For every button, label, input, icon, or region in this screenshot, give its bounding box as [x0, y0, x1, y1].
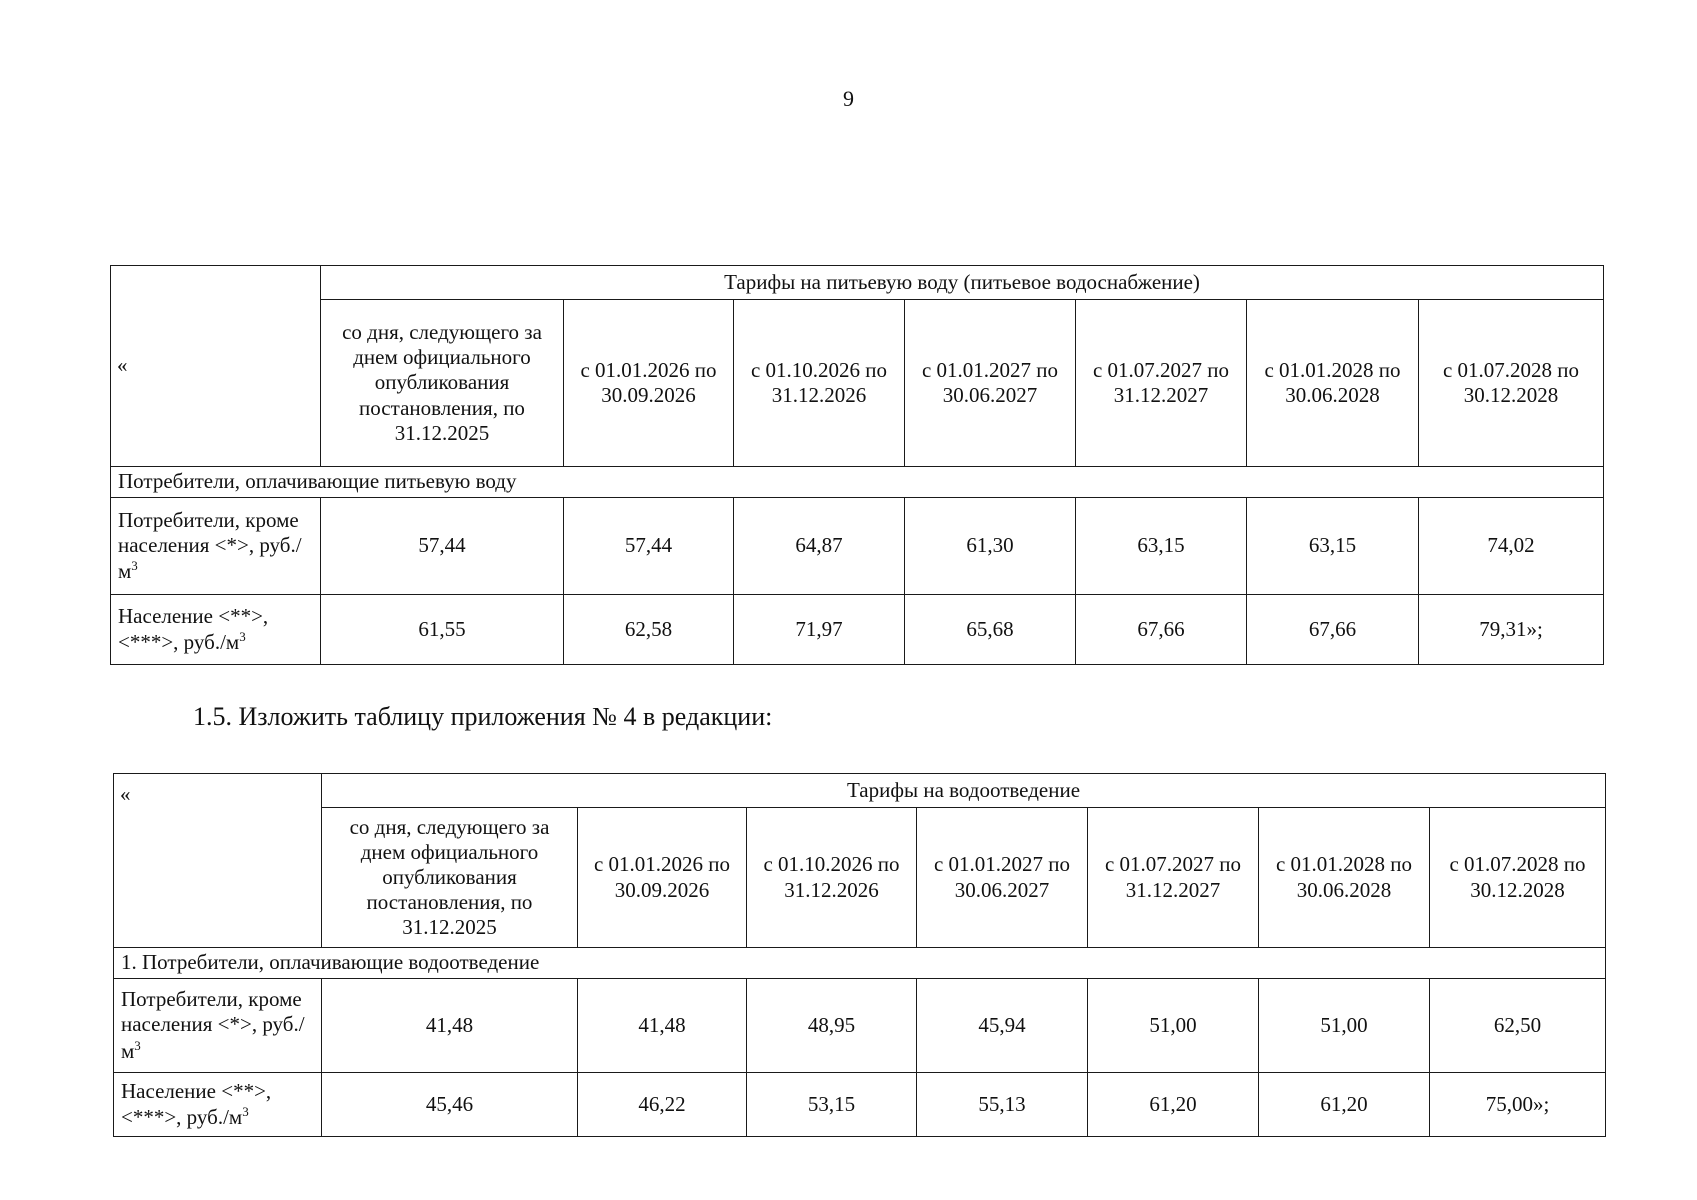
tariff-value: 51,00 — [1088, 979, 1259, 1073]
row-label-text: Потребители, кроме населения <*>, руб./м — [118, 507, 302, 584]
table-row — [114, 1073, 1606, 1137]
opening-quote: « — [114, 774, 322, 948]
tariff-value: 45,94 — [917, 979, 1088, 1073]
tariff-value: 62,50 — [1430, 979, 1606, 1073]
tariff-value: 57,44 — [564, 498, 734, 595]
opening-quote: « — [111, 266, 321, 467]
period-header: с 01.01.2026 по 30.09.2026 — [578, 808, 747, 948]
section-label: Потребители, оплачивающие питьевую воду — [111, 467, 1604, 498]
row-label-text: Потребители, кроме населения <*>, руб./м — [121, 987, 305, 1063]
instruction-text: 1.5. Изложить таблицу приложения № 4 в редакции: — [193, 702, 773, 731]
unit-exponent: 3 — [131, 558, 138, 574]
tariff-value: 62,58 — [564, 595, 734, 665]
row-label — [114, 1073, 322, 1137]
tariff-value: 46,22 — [578, 1073, 747, 1137]
tariff-value: 45,46 — [322, 1073, 578, 1137]
tariff-value: 63,15 — [1076, 498, 1247, 595]
wastewater-tariff-table — [113, 773, 1606, 1137]
drinking-water-tariff-table — [110, 265, 1604, 665]
unit-exponent: 3 — [239, 629, 246, 644]
row-label-text: Население <**>, <***>, руб./м — [121, 1078, 272, 1129]
tariff-value: 51,00 — [1259, 979, 1430, 1073]
tariff-value: 41,48 — [322, 979, 578, 1073]
period-header: с 01.01.2028 по 30.06.2028 — [1259, 808, 1430, 948]
group-header: Тарифы на питьевую воду (питьевое водоснабжение) — [321, 266, 1604, 300]
period-header-row — [114, 808, 1606, 948]
tariff-value: 61,30 — [905, 498, 1076, 595]
row-label — [111, 595, 321, 665]
period-header: с 01.10.2026 по 31.12.2026 — [747, 808, 917, 948]
tariff-value: 57,44 — [321, 498, 564, 595]
period-header: с 01.10.2026 по 31.12.2026 — [734, 300, 905, 467]
period-header: с 01.01.2026 по 30.09.2026 — [564, 300, 734, 467]
tariff-value: 79,31»; — [1419, 595, 1604, 665]
row-label — [111, 498, 321, 595]
table-row — [114, 979, 1606, 1073]
tariff-value: 63,15 — [1247, 498, 1419, 595]
unit-exponent: 3 — [134, 1037, 141, 1053]
page-number: 9 — [843, 86, 854, 111]
group-header-row — [114, 774, 1606, 808]
tariff-value: 61,20 — [1259, 1073, 1430, 1137]
tariff-value: 64,87 — [734, 498, 905, 595]
period-header: с 01.01.2027 по 30.06.2027 — [917, 808, 1088, 948]
tariff-value: 48,95 — [747, 979, 917, 1073]
table-row — [111, 498, 1604, 595]
section-row — [114, 948, 1606, 979]
group-header: Тарифы на водоотведение — [322, 774, 1606, 808]
unit-exponent: 3 — [242, 1104, 249, 1119]
section-row — [111, 467, 1604, 498]
period-header: с 01.07.2028 по 30.12.2028 — [1419, 300, 1604, 467]
period-header: с 01.07.2027 по 31.12.2027 — [1076, 300, 1247, 467]
row-label — [114, 979, 322, 1073]
period-header: с 01.07.2028 по 30.12.2028 — [1430, 808, 1606, 948]
tariff-value: 74,02 — [1419, 498, 1604, 595]
tariff-value: 67,66 — [1076, 595, 1247, 665]
period-header: с 01.07.2027 по 31.12.2027 — [1088, 808, 1259, 948]
tariff-value: 61,55 — [321, 595, 564, 665]
tariff-value: 55,13 — [917, 1073, 1088, 1137]
tariff-value: 67,66 — [1247, 595, 1419, 665]
period-header: со дня, следующего за днем официального опубликования постановления, по 31.12.2025 — [322, 808, 578, 948]
section-label: 1. Потребители, оплачивающие водоотведение — [114, 948, 1606, 979]
tariff-value: 71,97 — [734, 595, 905, 665]
tariff-value: 61,20 — [1088, 1073, 1259, 1137]
tariff-value: 41,48 — [578, 979, 747, 1073]
table-row — [111, 595, 1604, 665]
tariff-value: 65,68 — [905, 595, 1076, 665]
tariff-value: 75,00»; — [1430, 1073, 1606, 1137]
period-header: с 01.01.2028 по 30.06.2028 — [1247, 300, 1419, 467]
group-header-row — [111, 266, 1604, 300]
row-label-text: Население <**>, <***>, руб./м — [118, 603, 269, 654]
tariff-value: 53,15 — [747, 1073, 917, 1137]
period-header: с 01.01.2027 по 30.06.2027 — [905, 300, 1076, 467]
period-header: со дня, следующего за днем официального опубликования постановления, по 31.12.2025 — [321, 300, 564, 467]
period-header-row — [111, 300, 1604, 467]
